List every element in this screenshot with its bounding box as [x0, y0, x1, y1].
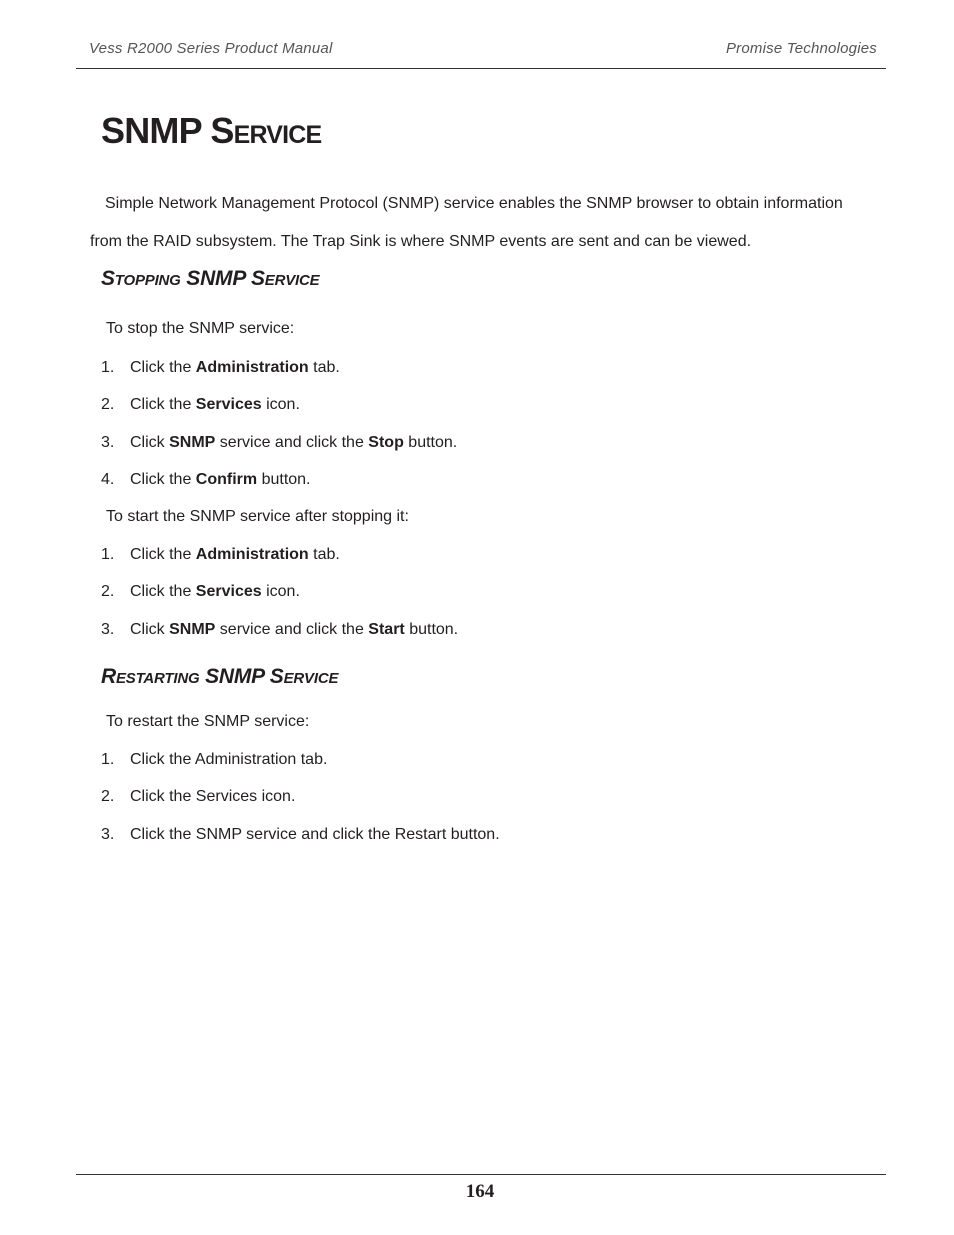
page-title: SNMP Service	[101, 110, 322, 151]
start-intro: To start the SNMP service after stopping it:	[106, 508, 409, 525]
header-rule	[76, 68, 886, 69]
header-company: Promise Technologies	[725, 40, 877, 57]
start-steps-list	[101, 545, 458, 657]
intro-paragraph: Simple Network Management Protocol (SNMP) service enables the SNMP browser to obtain information from the RAID subsystem. The Trap Sink is where SNMP events are sent and can be viewed.	[90, 195, 843, 250]
list-item: 3. Click the SNMP service and click the Restart button.	[101, 825, 500, 843]
list-item: 2. Click the Services icon.	[101, 396, 300, 414]
list-item: 1. Click the Administration tab.	[101, 751, 328, 768]
stopping-heading: Stopping SNMP Service	[101, 267, 320, 290]
header-manual-title: Vess R2000 Series Product Manual	[89, 40, 333, 57]
footer-rule	[76, 1174, 886, 1175]
restart-intro: To restart the SNMP service:	[106, 713, 310, 730]
list-item: 3. Click SNMP service and click the Start button.	[101, 620, 459, 638]
list-item: 1. Click the Administration tab.	[101, 546, 340, 563]
list-item: 2. Click the Services icon.	[101, 583, 300, 601]
restarting-heading: Restarting SNMP Service	[101, 665, 339, 688]
page-number: 164	[465, 1181, 495, 1202]
list-item: 2. Click the Services icon.	[101, 788, 296, 806]
restart-steps-list	[101, 750, 500, 862]
list-item: 3. Click SNMP service and click the Stop button.	[101, 433, 458, 451]
list-item: 1. Click the Administration tab.	[101, 359, 340, 376]
stop-steps-list	[101, 358, 457, 507]
list-item: 4. Click the Confirm button.	[101, 470, 311, 488]
stop-intro: To stop the SNMP service:	[106, 320, 295, 337]
